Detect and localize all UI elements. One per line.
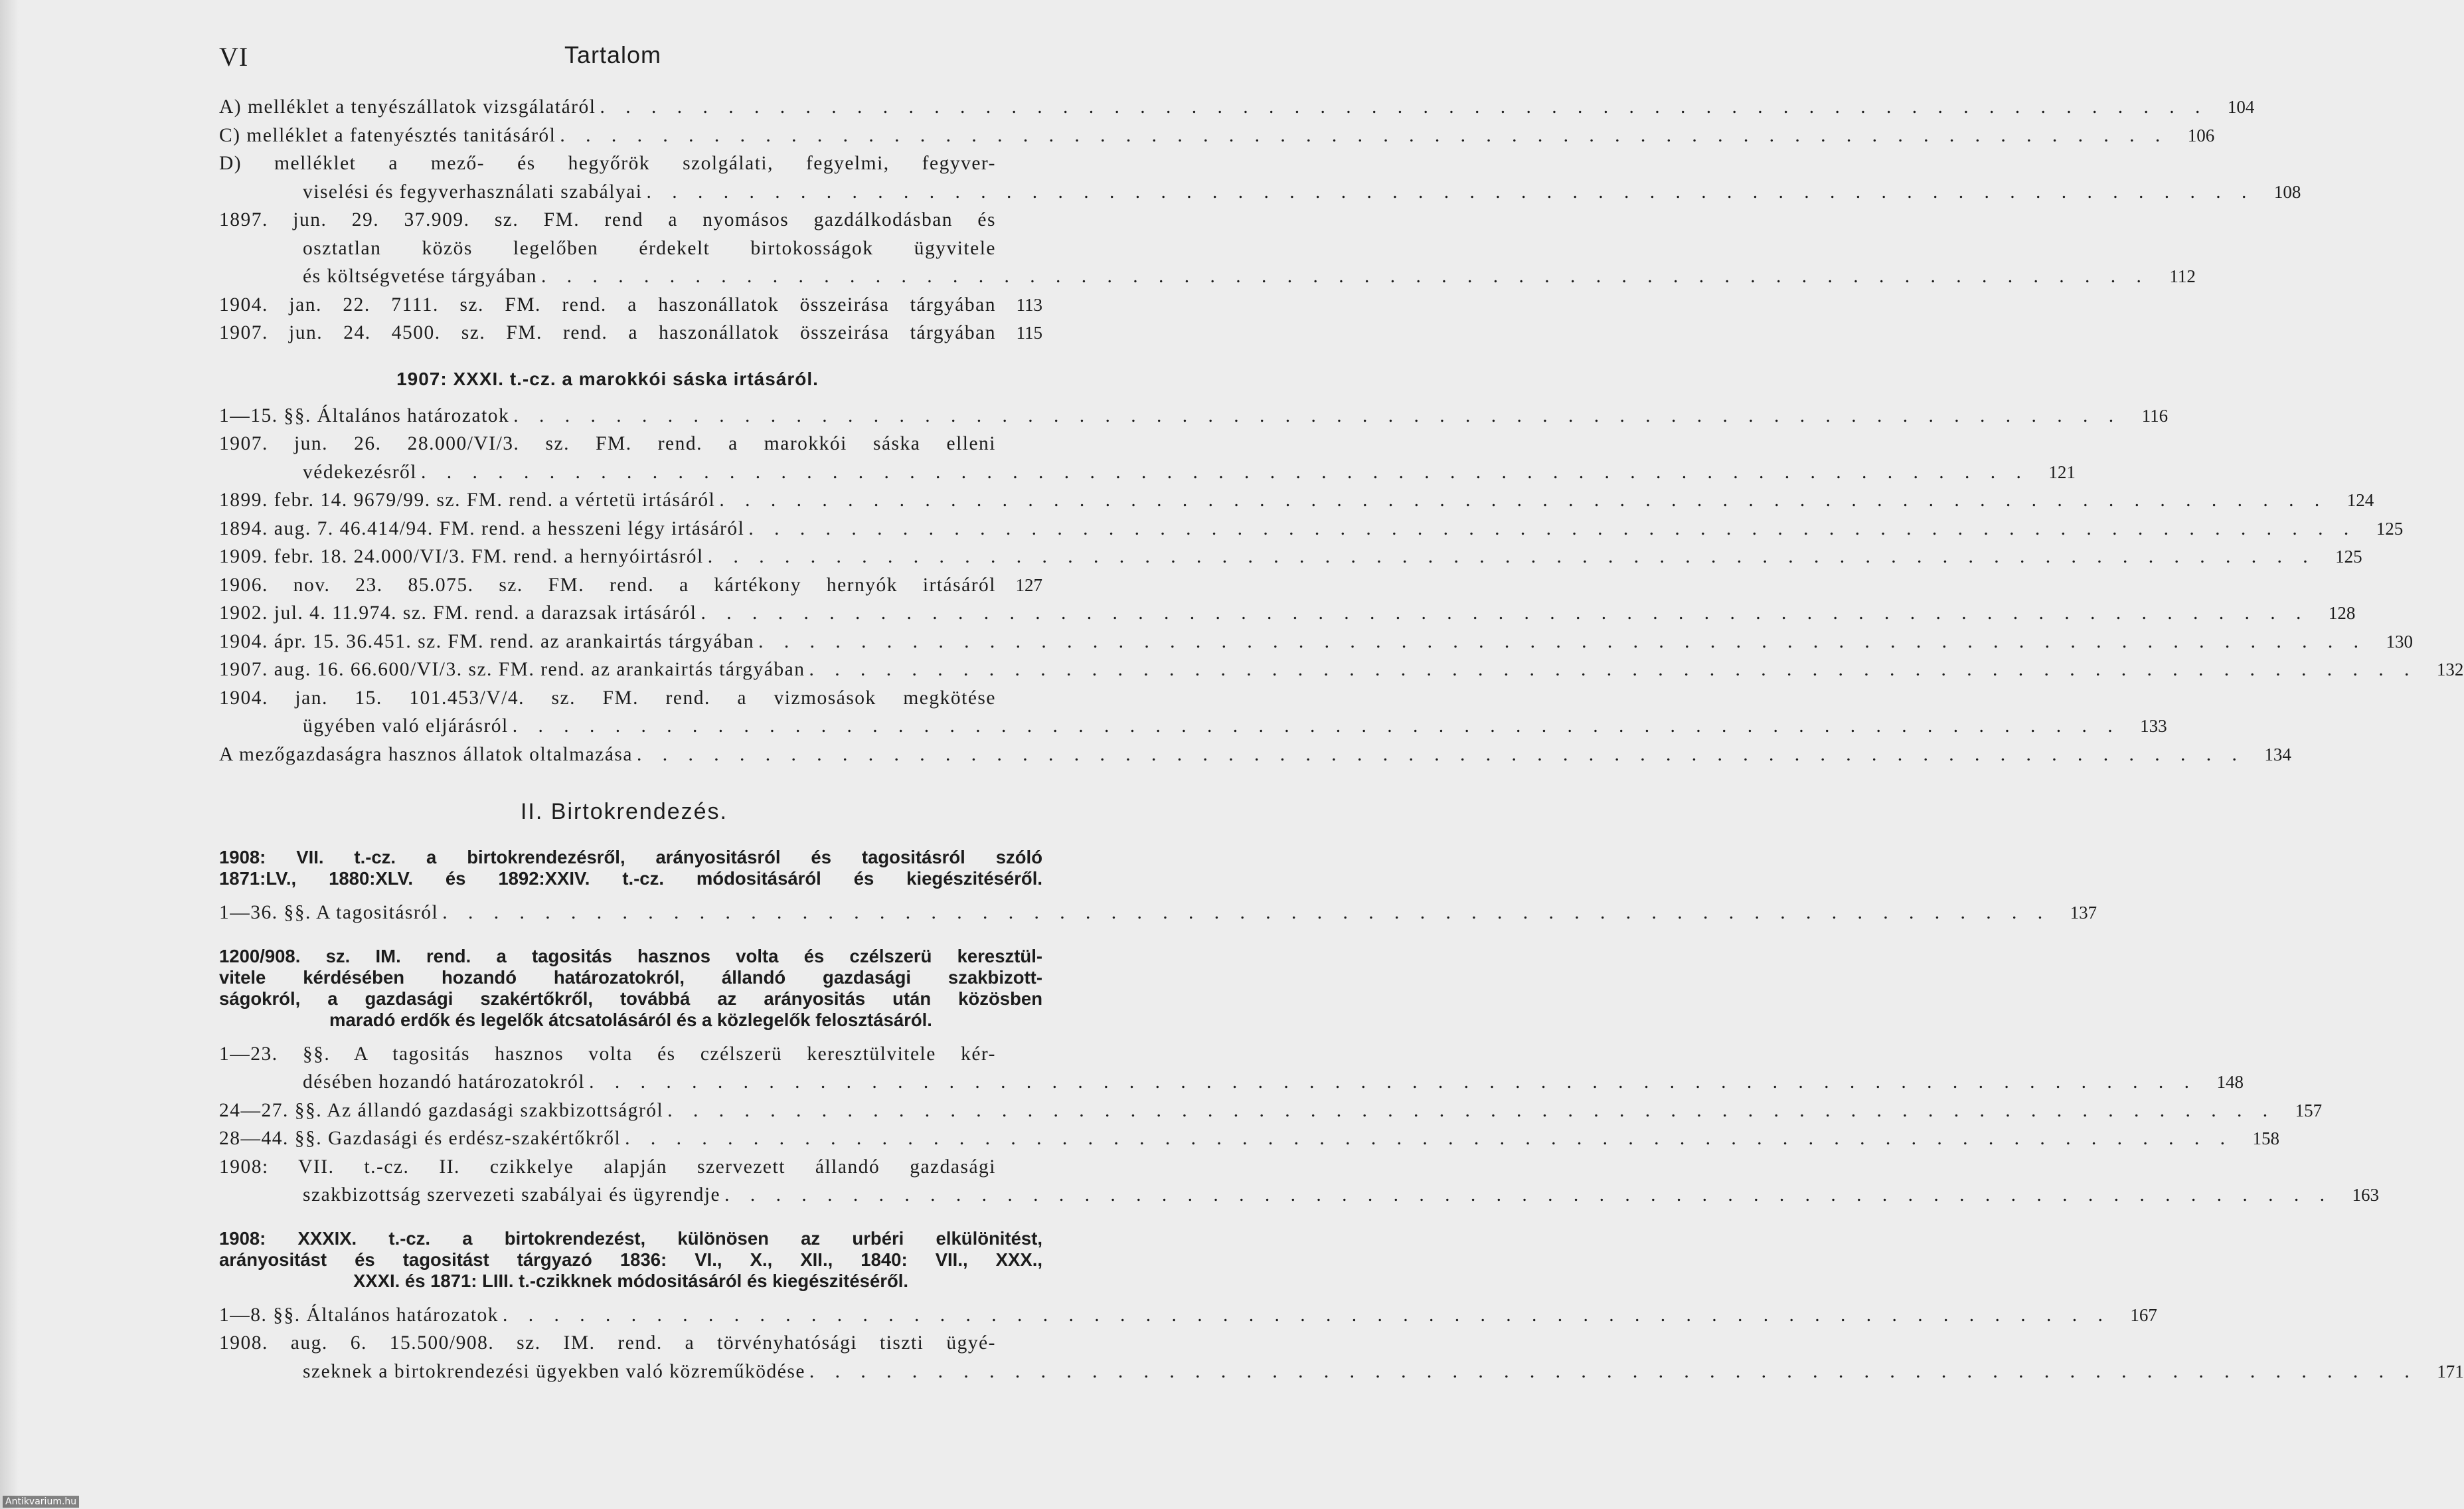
toc-entry-text: viselési és fegyverhasználati szabályai xyxy=(303,181,643,203)
toc-entry xyxy=(219,1124,2280,1153)
toc-entry xyxy=(219,1097,2323,1125)
toc-entry-page: 130 xyxy=(2386,631,2414,652)
toc-entry xyxy=(219,899,2097,927)
toc-entry-text: ügyében való eljárásról xyxy=(303,715,509,737)
toc-entry-text: 1—36. §§. A tagositásról xyxy=(219,902,439,923)
toc-entry xyxy=(219,628,2414,656)
dot-leader xyxy=(509,402,2121,430)
section-heading-line: 1908: XXXIX. t.-cz. a birtokrendezést, különösen az urbéri elkülönitést, xyxy=(219,1227,1042,1249)
toc-entry-text: 1907. jun. 24. 4500. sz. FM. rend. a haszonállatok összeirása tárgyában xyxy=(219,322,996,343)
dot-leader xyxy=(715,486,2327,515)
toc-entry-text: 1908. aug. 6. 15.500/908. sz. IM. rend. a törvényhatósági tiszti ügyé- xyxy=(219,1332,996,1354)
toc-entry-text: 1907. aug. 16. 66.600/VI/3. sz. FM. rend. az arankairtás tárgyában xyxy=(219,659,805,680)
toc-entry-text: 1894. aug. 7. 46.414/94. FM. rend. a hesszeni légy irtásáról xyxy=(219,517,745,539)
toc-entry-text: 24—27. §§. Az állandó gazdasági szakbizottságról xyxy=(219,1099,664,1121)
page-header xyxy=(219,41,1042,81)
toc-entry xyxy=(219,1040,1042,1069)
dot-leader xyxy=(663,1097,2275,1125)
toc-entry-page: 125 xyxy=(2376,518,2404,539)
toc-entry-text: désében hozandó határozatokról xyxy=(303,1071,586,1093)
dot-leader xyxy=(704,543,2316,571)
page-number: VI xyxy=(219,42,249,72)
toc-entry-page: 148 xyxy=(2216,1072,2244,1092)
watermark-label: Antikvarium.hu xyxy=(3,1496,79,1508)
toc-entry xyxy=(219,402,2169,430)
section-heading xyxy=(219,1228,1042,1292)
toc-entry xyxy=(219,1329,1042,1358)
toc-entry-text: és költségvetése tárgyában xyxy=(303,266,538,287)
toc-entry-page: 108 xyxy=(2273,181,2301,202)
dot-leader xyxy=(509,712,2121,741)
toc-entry-page: 137 xyxy=(2070,903,2097,923)
toc-entry-page: 157 xyxy=(2295,1100,2323,1120)
toc-entry-text: 1904. jan. 15. 101.453/V/4. sz. FM. rend. a vizmosások megkötése xyxy=(219,687,996,709)
dot-leader xyxy=(585,1068,2197,1097)
toc-entry xyxy=(219,741,2291,769)
toc-entry-text: 1904. jan. 22. 7111. sz. FM. rend. a haszonállatok összeirása tárgyában xyxy=(219,294,996,315)
toc-entry xyxy=(219,515,2404,543)
toc-entry xyxy=(219,486,2374,515)
dot-leader xyxy=(438,899,2050,927)
section-heading-line: ságokról, a gazdasági szakértőkről, továbbá az arányositás után közösben xyxy=(219,988,1042,1009)
toc-entry-continuation xyxy=(219,458,2076,487)
toc-entry xyxy=(219,1153,1042,1182)
toc-entry xyxy=(219,319,1042,347)
toc-entry-page: 127 xyxy=(1015,575,1042,595)
dot-leader xyxy=(537,262,2149,291)
section-heading-line: XXXI. és 1871: LIII. t.-czikknek módositásáról és kiegészitéséről. xyxy=(353,1270,909,1291)
toc-entry-text: 1—23. §§. A tagositás hasznos volta és czélszerü keresztülvitele kér- xyxy=(219,1043,996,1065)
toc-entry-continuation xyxy=(219,1068,2244,1097)
toc-entry xyxy=(219,93,2255,122)
running-title: Tartalom xyxy=(564,41,662,68)
toc-entry xyxy=(219,122,2215,150)
toc-entry-text: 1907. jun. 26. 28.000/VI/3. sz. FM. rend. a marokkói sáska elleni xyxy=(219,433,996,454)
toc-entry-text: 1904. ápr. 15. 36.451. sz. FM. rend. az arankairtás tárgyában xyxy=(219,630,755,652)
section-heading: 1907: XXXI. t.-cz. a marokkói sáska irtásáról. xyxy=(396,368,819,389)
dot-leader xyxy=(556,122,2168,150)
toc-entry-page: 133 xyxy=(2140,716,2167,736)
toc-entry-continuation xyxy=(219,1181,2379,1209)
dot-leader xyxy=(633,741,2245,769)
dot-leader xyxy=(621,1124,2233,1153)
toc-entry-page: 128 xyxy=(2328,603,2356,623)
toc-entry-text: 1908: VII. t.-cz. II. czikkelye alapján szervezett állandó gazdasági xyxy=(219,1156,996,1178)
section-heading-line: 1871:LV., 1880:XLV. és 1892:XXIV. t.-cz. módositásáról és kiegészitéséről. xyxy=(219,868,1042,889)
toc-entry-text: 1909. febr. 18. 24.000/VI/3. FM. rend. a hernyóirtásról xyxy=(219,546,704,567)
dot-leader xyxy=(642,178,2254,207)
toc-entry-text: osztatlan közös legelőben érdekelt birtokosságok ügyvitele xyxy=(303,237,996,259)
toc-entry-continuation xyxy=(219,234,1042,263)
toc-entry-text: szakbizottság szervezeti szabályai és ügyrendje xyxy=(303,1184,721,1205)
toc-entry-text: 1902. jul. 4. 11.974. sz. FM. rend. a darazsak irtásáról xyxy=(219,602,697,624)
toc-entry xyxy=(219,206,1042,234)
toc-entry-text: védekezésről xyxy=(303,461,417,483)
dot-leader xyxy=(596,93,2208,122)
section-heading xyxy=(219,946,1042,1031)
toc-entry-page: 121 xyxy=(2048,462,2076,482)
toc-entry-page: 124 xyxy=(2346,490,2374,510)
toc-entry-text: 1899. febr. 14. 9679/99. sz. FM. rend. a vértetü irtásáról xyxy=(219,489,716,511)
toc-entry-page: 163 xyxy=(2352,1185,2379,1205)
toc-entry-text: 1—15. §§. Általános határozatok xyxy=(219,404,510,426)
toc-entry-text: A mezőgazdaságra hasznos állatok oltalmazása xyxy=(219,743,633,765)
toc-entry xyxy=(219,291,1042,319)
toc-entry-page: 116 xyxy=(2141,405,2169,426)
toc-entry-continuation xyxy=(219,712,2167,741)
dot-leader xyxy=(697,599,2309,628)
toc-entry xyxy=(219,684,1042,713)
page-edge xyxy=(0,0,19,1509)
dot-leader xyxy=(805,656,2417,684)
toc-entry xyxy=(219,599,2356,628)
dot-leader xyxy=(805,1358,2418,1386)
toc-entry-text: C) melléklet a fatenyésztés tanitásáról xyxy=(219,124,556,146)
dot-leader xyxy=(499,1301,2111,1330)
toc-entry-continuation xyxy=(219,1358,2464,1386)
toc-entry-page: 106 xyxy=(2187,125,2215,145)
toc-entry-page: 167 xyxy=(2130,1304,2157,1325)
toc-content xyxy=(219,93,2464,1385)
toc-entry xyxy=(219,149,1042,178)
toc-entry-page: 171 xyxy=(2437,1361,2464,1381)
toc-entry-continuation xyxy=(219,178,2301,207)
section-heading-line: 1908: VII. t.-cz. a birtokrendezésről, arányositásról és tagositásról szóló xyxy=(219,847,1042,867)
dot-leader xyxy=(744,515,2356,543)
part-title: II. Birtokrendezés. xyxy=(520,799,728,824)
section-heading-line: maradó erdők és legelők átcsatolásáról és a közlegelők felosztásáról. xyxy=(329,1009,932,1030)
toc-entry-page: 112 xyxy=(2169,266,2196,286)
toc-entry xyxy=(219,543,2362,571)
toc-entry-page: 158 xyxy=(2252,1128,2280,1148)
toc-entry-page: 125 xyxy=(2335,547,2362,567)
section-heading-line: 1200/908. sz. IM. rend. a tagositás hasznos volta és czélszerü keresztül- xyxy=(219,945,1042,966)
toc-entry-page: 134 xyxy=(2264,744,2291,764)
toc-entry xyxy=(219,656,2464,684)
toc-entry-page: 113 xyxy=(1016,294,1042,315)
toc-entry-text: 1897. jun. 29. 37.909. sz. FM. rend a nyomásos gazdálkodásban és xyxy=(219,209,996,230)
toc-entry-text: szeknek a birtokrendezési ügyekben való közreműködése xyxy=(303,1360,805,1382)
toc-entry-text: A) melléklet a tenyészállatok vizsgálatáról xyxy=(219,96,596,118)
toc-entry-text: 28—44. §§. Gazdasági és erdész-szakértőkről xyxy=(219,1128,621,1149)
dot-leader xyxy=(417,458,2029,487)
toc-entry-text: 1906. nov. 23. 85.075. sz. FM. rend. a kártékony hernyók irtásáról xyxy=(219,574,996,596)
toc-entry xyxy=(219,571,1042,600)
toc-entry-page: 104 xyxy=(2227,97,2255,117)
toc-entry-page: 115 xyxy=(1016,323,1042,343)
toc-entry-page: 132 xyxy=(2436,660,2464,679)
section-heading xyxy=(219,847,1042,889)
section-heading-line: vitele kérdésében hozandó határozatokról, állandó gazdasági szakbizott- xyxy=(219,966,1042,988)
toc-entry-text: D) melléklet a mező- és hegyőrök szolgálati, fegyelmi, fegyver- xyxy=(219,153,996,174)
dot-leader xyxy=(754,628,2366,656)
dot-leader xyxy=(720,1181,2333,1209)
toc-entry xyxy=(219,430,1042,458)
section-heading-line: arányositást és tagositást tárgyazó 1836: VI., X., XII., 1840: VII., XXX., xyxy=(219,1249,1042,1270)
toc-entry xyxy=(219,1301,2157,1330)
toc-entry-continuation xyxy=(219,262,2196,291)
toc-entry-text: 1—8. §§. Általános határozatok xyxy=(219,1304,499,1326)
